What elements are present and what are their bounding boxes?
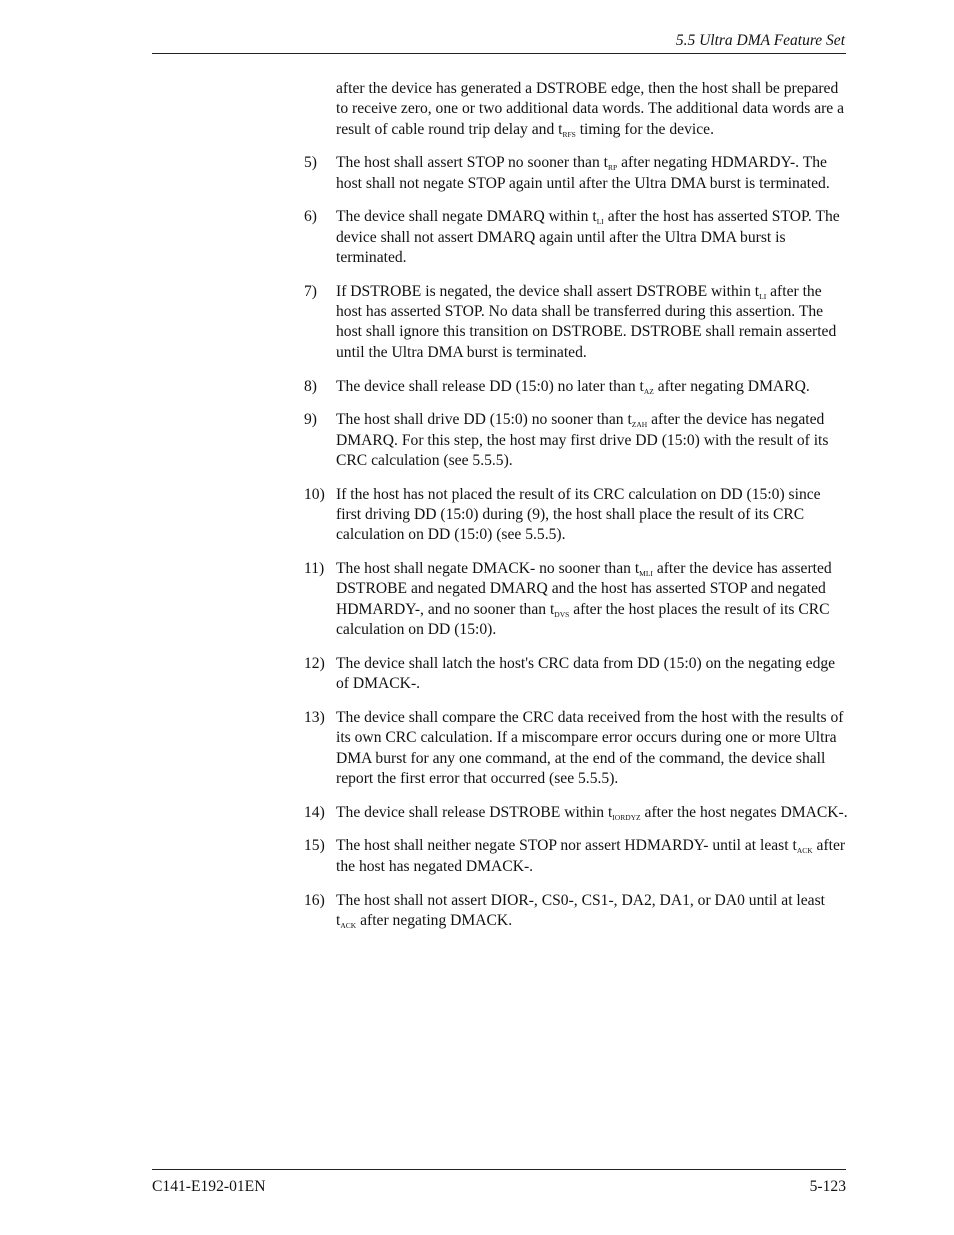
timing-subscript: RP bbox=[608, 163, 618, 173]
list-item-number: 13) bbox=[304, 708, 325, 726]
text-run: after the device has generated a DSTROBE edge, then the host shall be prepared to receive zero, one or two additional data words. The additional data words are a result of cable round trip delay and t bbox=[336, 80, 845, 138]
text-run: after negating DMACK. bbox=[356, 911, 513, 929]
text-run: The device shall release DD (15:0) no later than t bbox=[336, 377, 644, 395]
timing-subscript: LI bbox=[596, 217, 604, 227]
numbered-list bbox=[304, 153, 849, 931]
list-item-text bbox=[336, 207, 849, 268]
timing-subscript: ZAH bbox=[631, 420, 648, 430]
text-run: after the host has negated DMACK-. bbox=[336, 837, 846, 875]
list-item-number: 16) bbox=[304, 891, 325, 909]
list-item-number: 9) bbox=[304, 411, 317, 429]
text-run: The host shall neither negate STOP nor assert HDMARDY- until at least t bbox=[336, 837, 797, 855]
list-item-number: 14) bbox=[304, 803, 325, 821]
list-item-text bbox=[336, 410, 849, 471]
intro-paragraph bbox=[304, 79, 849, 140]
text-run: after the host places the result of its CRC calculation on DD (15:0). bbox=[336, 600, 830, 639]
text-run: The host shall not assert DIOR-, CS0-, CS1-, DA2, DA1, or DA0 until at least t bbox=[336, 891, 825, 929]
list-item-number: 8) bbox=[304, 377, 317, 395]
list-item bbox=[304, 654, 849, 695]
text-run: after the host has asserted STOP. The device shall not assert DMARQ again until after the Ultra DMA burst is terminated. bbox=[336, 208, 840, 267]
footer-rule bbox=[152, 1169, 846, 1170]
list-item-text bbox=[336, 803, 849, 823]
page-body bbox=[304, 79, 849, 945]
list-item bbox=[304, 153, 849, 194]
timing-subscript: IORDYZ bbox=[612, 812, 641, 822]
list-item-number: 5) bbox=[304, 154, 317, 172]
text-run: The host shall drive DD (15:0) no sooner than t bbox=[336, 411, 632, 429]
text-run: after negating DMARQ. bbox=[653, 377, 810, 395]
list-item bbox=[304, 377, 849, 397]
list-item-text bbox=[336, 485, 849, 546]
list-item-text bbox=[336, 891, 849, 932]
list-item-text bbox=[336, 559, 849, 640]
list-item-text bbox=[336, 708, 849, 789]
list-item bbox=[304, 207, 849, 268]
text-run: If the host has not placed the result of its CRC calculation on DD (15:0) since first driving DD (15:0) during (9), the host shall place the result of its CRC calculation on DD (15:0) (see 5.5.5). bbox=[336, 485, 821, 544]
list-item-number: 7) bbox=[304, 282, 317, 300]
running-header: 5.5 Ultra DMA Feature Set bbox=[675, 32, 845, 49]
list-item-number: 15) bbox=[304, 837, 325, 855]
text-run: The host shall assert STOP no sooner than t bbox=[336, 154, 608, 172]
list-item-number: 12) bbox=[304, 654, 325, 672]
timing-subscript: MLI bbox=[639, 569, 653, 579]
text-run: after the device has asserted DSTROBE and negated DMARQ and the host has asserted STOP and negated HDMARDY-, and no sooner than t bbox=[336, 560, 832, 618]
list-item bbox=[304, 836, 849, 877]
timing-subscript: ACK bbox=[340, 920, 357, 930]
timing-subscript: LI bbox=[759, 291, 767, 301]
list-item-number: 6) bbox=[304, 208, 317, 226]
list-item-text bbox=[336, 153, 849, 194]
timing-subscript: RFS bbox=[562, 129, 576, 139]
timing-subscript: ACK bbox=[796, 846, 813, 856]
list-item bbox=[304, 803, 849, 823]
header-rule bbox=[152, 53, 846, 54]
text-run: The device shall latch the host's CRC data from DD (15:0) on the negating edge of DMACK-. bbox=[336, 654, 836, 693]
text-run: after negating HDMARDY-. The host shall not negate STOP again until after the Ultra DMA burst is terminated. bbox=[336, 154, 830, 192]
text-run: after the device has negated DMARQ. For this step, the host may first drive DD (15:0) with the result of its CRC calculation (see 5.5.5). bbox=[336, 411, 829, 469]
text-run: after the host negates DMACK-. bbox=[640, 803, 848, 821]
list-item-number: 11) bbox=[304, 560, 325, 578]
list-item-number: 10) bbox=[304, 485, 325, 503]
document-id: C141-E192-01EN bbox=[152, 1178, 266, 1195]
timing-subscript: DVS bbox=[554, 609, 570, 619]
text-run: after the host has asserted STOP. No data shall be transferred during this assertion. The host shall ignore this transition on DSTROBE. DSTROBE shall remain asserted until the Ultra DMA burst is terminated. bbox=[336, 282, 837, 361]
list-item-text bbox=[336, 377, 849, 397]
text-run: The host shall negate DMACK- no sooner than t bbox=[336, 560, 640, 578]
list-item bbox=[304, 485, 849, 546]
list-item-text bbox=[336, 282, 849, 363]
text-run: If DSTROBE is negated, the device shall assert DSTROBE within t bbox=[336, 282, 760, 300]
text-run: timing for the device. bbox=[575, 120, 714, 138]
text-run: The device shall compare the CRC data received from the host with the results of its own CRC calculation. If a miscompare error occurs during one or more Ultra DMA burst for any one command, at the end of the command, the device shall report the first error that occurred (see 5.5.5). bbox=[336, 708, 844, 787]
list-item bbox=[304, 891, 849, 932]
timing-subscript: AZ bbox=[643, 386, 654, 396]
list-item-text bbox=[336, 836, 849, 877]
text-run: The device shall negate DMARQ within t bbox=[336, 208, 597, 226]
text-run: The device shall release DSTROBE within t bbox=[336, 803, 613, 821]
list-item bbox=[304, 708, 849, 789]
page-number: 5-123 bbox=[809, 1178, 846, 1195]
list-item bbox=[304, 410, 849, 471]
list-item-text bbox=[336, 654, 849, 695]
list-item bbox=[304, 282, 849, 363]
list-item bbox=[304, 559, 849, 640]
